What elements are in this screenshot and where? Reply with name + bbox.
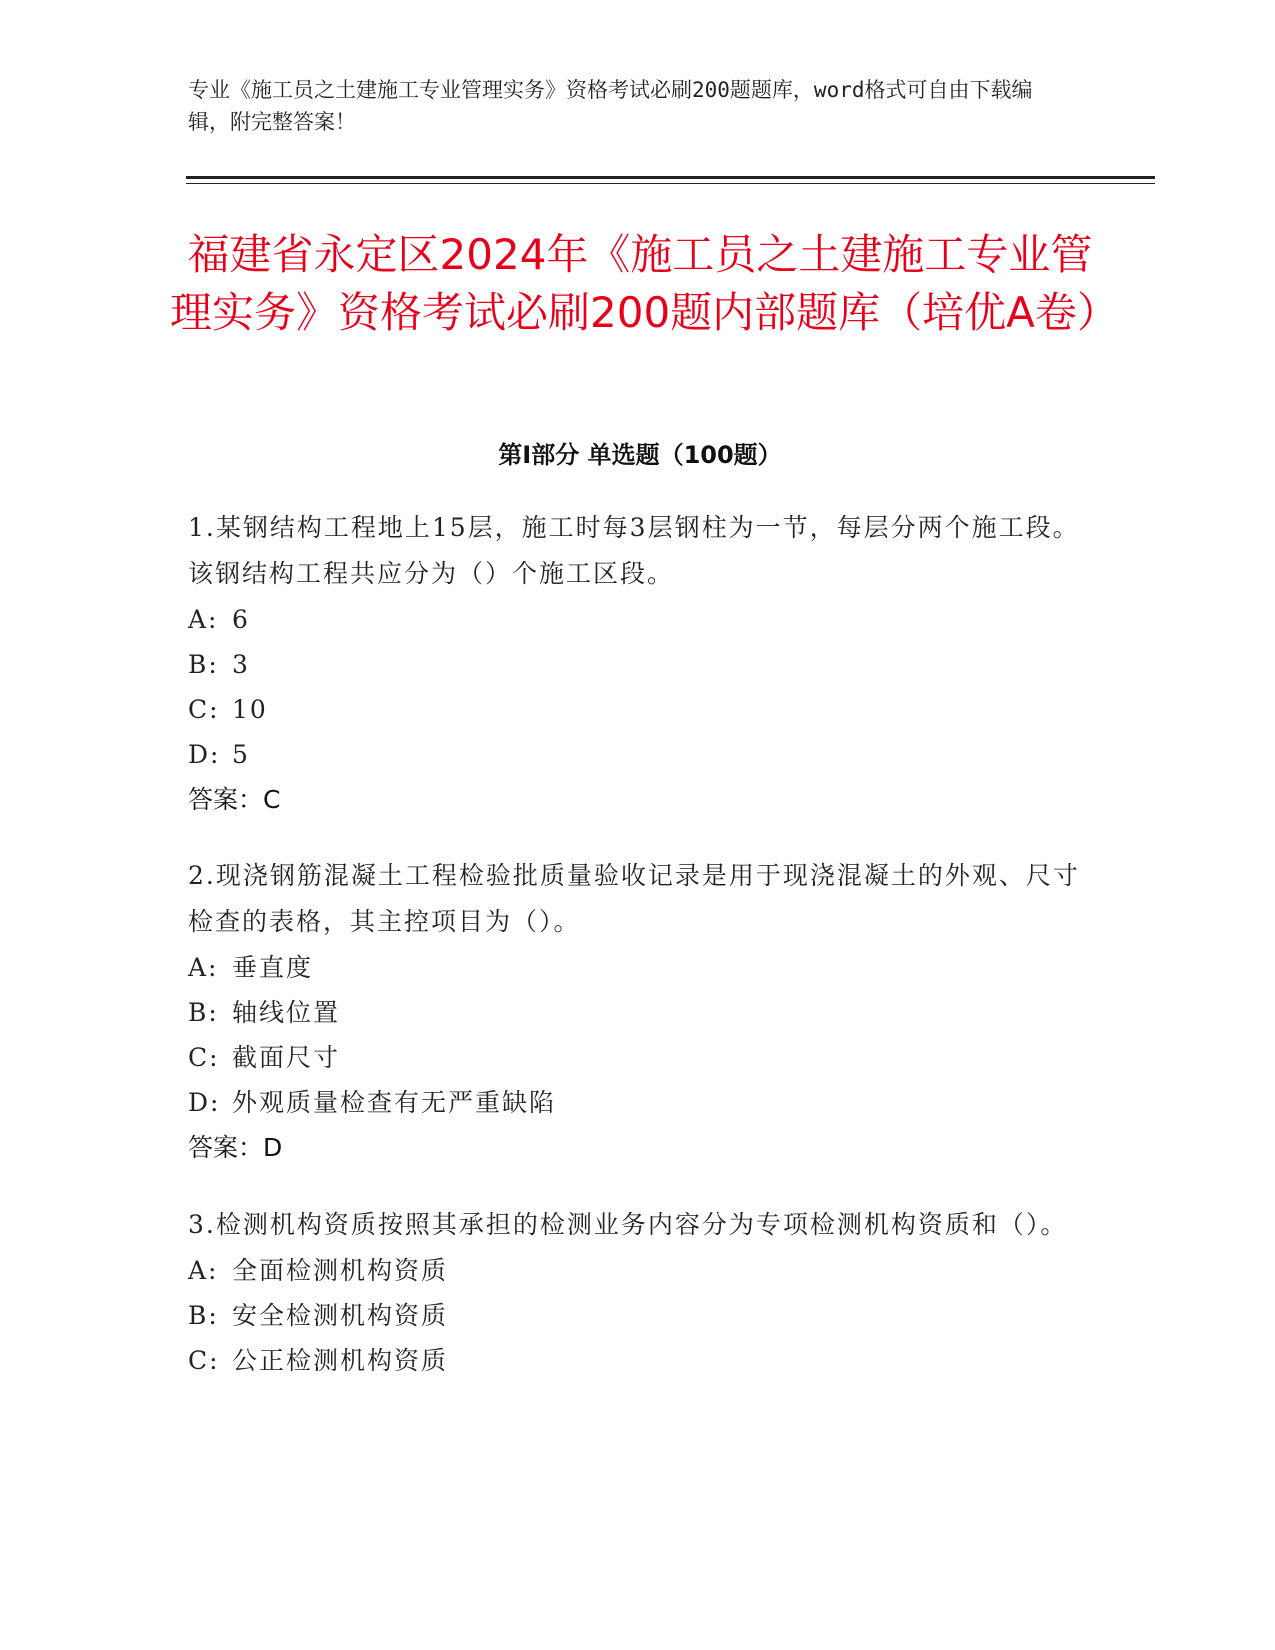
option-text: 6: [232, 605, 250, 634]
option-letter: C:: [188, 695, 220, 724]
option-c: [188, 1035, 1088, 1080]
answer: 答案：D: [188, 1133, 283, 1162]
question-2: [188, 853, 1088, 1170]
answer: 答案：C: [188, 785, 281, 814]
header-rule-thin: [186, 183, 1155, 184]
option-a: [188, 945, 1088, 990]
option-letter: B:: [188, 1301, 219, 1330]
option-text: 10: [232, 695, 268, 724]
option-text: 公正检测机构资质: [232, 1346, 449, 1375]
option-text: 安全检测机构资质: [232, 1301, 449, 1330]
option-letter: D:: [188, 740, 221, 769]
option-letter: A:: [188, 1256, 219, 1285]
option-d: [188, 732, 1088, 777]
option-letter: B:: [188, 650, 219, 679]
question-stem: 2.现浇钢筋混凝土工程检验批质量验收记录是用于现浇混凝土的外观、尺寸检查的表格，其主控项目为（）。: [188, 861, 1080, 936]
option-letter: B:: [188, 998, 219, 1027]
option-text: 截面尺寸: [232, 1043, 341, 1072]
option-text: 全面检测机构资质: [232, 1256, 449, 1285]
question-stem: 1.某钢结构工程地上15层，施工时每3层钢柱为一节，每层分两个施工段。该钢结构工程共应分为（）个施工区段。: [188, 513, 1080, 588]
section-title: 第Ⅰ部分 单选题（100题）: [498, 441, 782, 469]
option-a: [188, 1248, 1088, 1293]
option-letter: A:: [188, 605, 219, 634]
option-letter: C:: [188, 1346, 220, 1375]
option-letter: C:: [188, 1043, 220, 1072]
option-d: [188, 1080, 1088, 1125]
header-note: 专业《施工员之土建施工专业管理实务》资格考试必刷200题题库，word格式可自由下载编辑，附完整答案！: [188, 78, 1033, 134]
option-text: 垂直度: [232, 953, 314, 982]
question-1: [188, 505, 1088, 822]
option-letter: D:: [188, 1088, 221, 1117]
option-b: [188, 990, 1088, 1035]
option-a: [188, 597, 1088, 642]
question-stem: 3.检测机构资质按照其承担的检测业务内容分为专项检测机构资质和（）。: [188, 1210, 1068, 1239]
option-text: 外观质量检查有无严重缺陷: [232, 1088, 557, 1117]
option-text: 5: [232, 740, 250, 769]
option-c: [188, 1338, 1088, 1383]
option-c: [188, 687, 1088, 732]
option-b: [188, 642, 1088, 687]
header-rule-thick: [186, 176, 1155, 179]
option-b: [188, 1293, 1088, 1338]
option-text: 轴线位置: [232, 998, 341, 1027]
option-text: 3: [232, 650, 250, 679]
option-letter: A:: [188, 953, 219, 982]
question-3: [188, 1202, 1088, 1383]
document-title: 福建省永定区2024年《施工员之土建施工专业管理实务》资格考试必刷200题内部题库（培优A卷）: [170, 230, 1119, 337]
